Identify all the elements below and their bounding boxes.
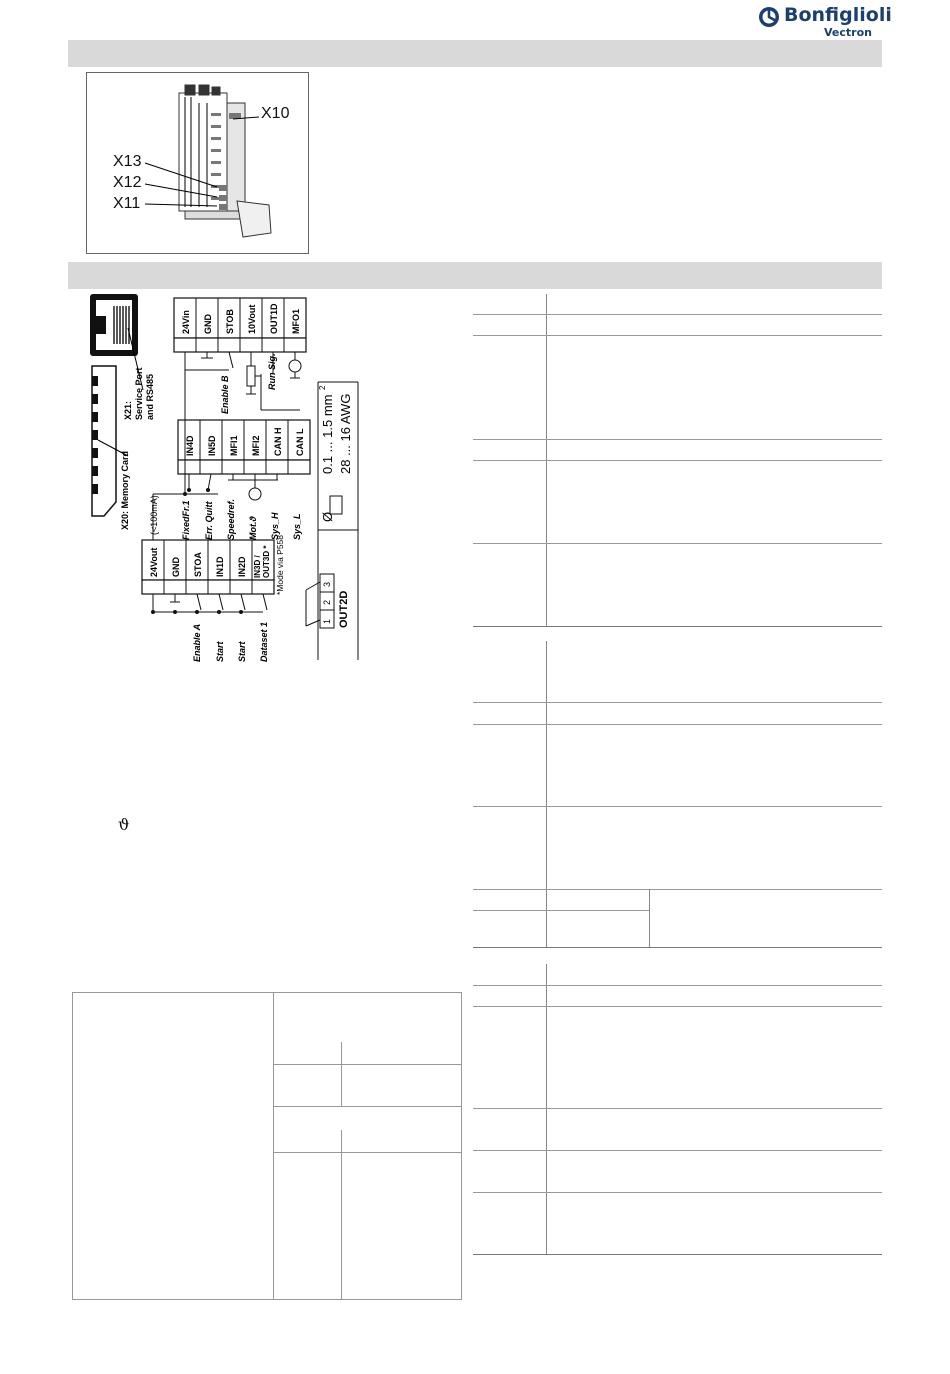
label-start-r: Start (215, 641, 225, 662)
label-mode-note: *Mode via P558 (275, 534, 285, 595)
tb-bot-24vout: 24Vout (149, 547, 159, 577)
label-sys-h: Sys_H (270, 512, 280, 540)
tb-top-mfo1: MFO1 (291, 308, 301, 334)
tb-top-out1d: OUT1D (269, 303, 279, 334)
tb-top-24vin: 24Vin (181, 310, 191, 334)
relay-pin-2: 2 (322, 599, 332, 605)
wire-size-awg: 28 ... 16 AWG (338, 393, 353, 474)
wire-size-sup: 2 (318, 385, 327, 390)
tb-bot-stoa: STOA (193, 552, 203, 577)
tb-mid-mfi1: MFI1 (229, 435, 239, 456)
relay-name: OUT2D (338, 590, 350, 628)
device-label-x10: X10 (261, 105, 290, 122)
label-service-port-3: and RS485 (145, 373, 155, 420)
device-figure (86, 72, 309, 254)
label-enable-b: Enable B (220, 375, 230, 414)
brand-subname: Vectron (824, 26, 872, 39)
label-current-limit: (<100mA) (149, 495, 159, 535)
label-sys-l: Sys_L (292, 513, 302, 540)
tb-bot-out3d: OUT3D * (262, 545, 271, 578)
label-dataset: Dataset 1 (259, 621, 269, 662)
label-start-l: Start (237, 641, 247, 662)
wiring-diagram (68, 290, 368, 670)
tb-bot-gnd: GND (171, 557, 181, 577)
tb-mid-canh: CAN H (273, 427, 283, 456)
label-service-port-1: X21: (123, 400, 133, 420)
tb-mid-in4d: IN4D (185, 435, 195, 456)
tb-bot-in1d: IN1D (215, 556, 225, 577)
label-speedref: Speedref. (226, 498, 236, 540)
brand-name: Bonfiglioli (784, 4, 892, 26)
device-label-x11: X11 (113, 195, 141, 212)
tb-top-gnd: GND (203, 314, 213, 334)
label-memory-card: X20: Memory Card (120, 450, 130, 530)
tb-mid-canl: CAN L (295, 428, 305, 456)
brand-logo (758, 4, 938, 40)
theta-symbol: ϑ (118, 815, 130, 834)
label-err-quitt: Err. Quitt (204, 501, 214, 540)
relay-pin-3: 3 (322, 581, 332, 587)
device-label-x13: X13 (113, 153, 142, 170)
label-run-sig: Run Sig. (267, 353, 277, 390)
bonfiglioli-logo-icon (758, 6, 780, 28)
tb-top-stob: STOB (225, 309, 235, 334)
label-fixedfr: FixedFr.1 (181, 500, 191, 540)
label-service-port-2: Service Port (134, 367, 144, 420)
relay-pin-1: 1 (322, 618, 332, 624)
tb-mid-in5d: IN5D (207, 435, 217, 456)
wire-size-mm: 0.1 ... 1.5 mm (320, 394, 335, 474)
tb-mid-mfi2: MFI2 (251, 435, 261, 456)
wire-size-diameter: Ø (320, 511, 335, 522)
section-header-bar-2 (68, 262, 882, 289)
device-label-x12: X12 (113, 174, 142, 191)
tb-bot-in2d: IN2D (237, 556, 247, 577)
label-mot: Mot.ϑ (248, 516, 258, 540)
section-header-bar-1 (68, 40, 882, 67)
tb-top-10vout: 10Vout (247, 304, 257, 334)
label-enable-a: Enable A (192, 623, 202, 662)
tb-bot-in3d: IN3D / (253, 555, 262, 578)
